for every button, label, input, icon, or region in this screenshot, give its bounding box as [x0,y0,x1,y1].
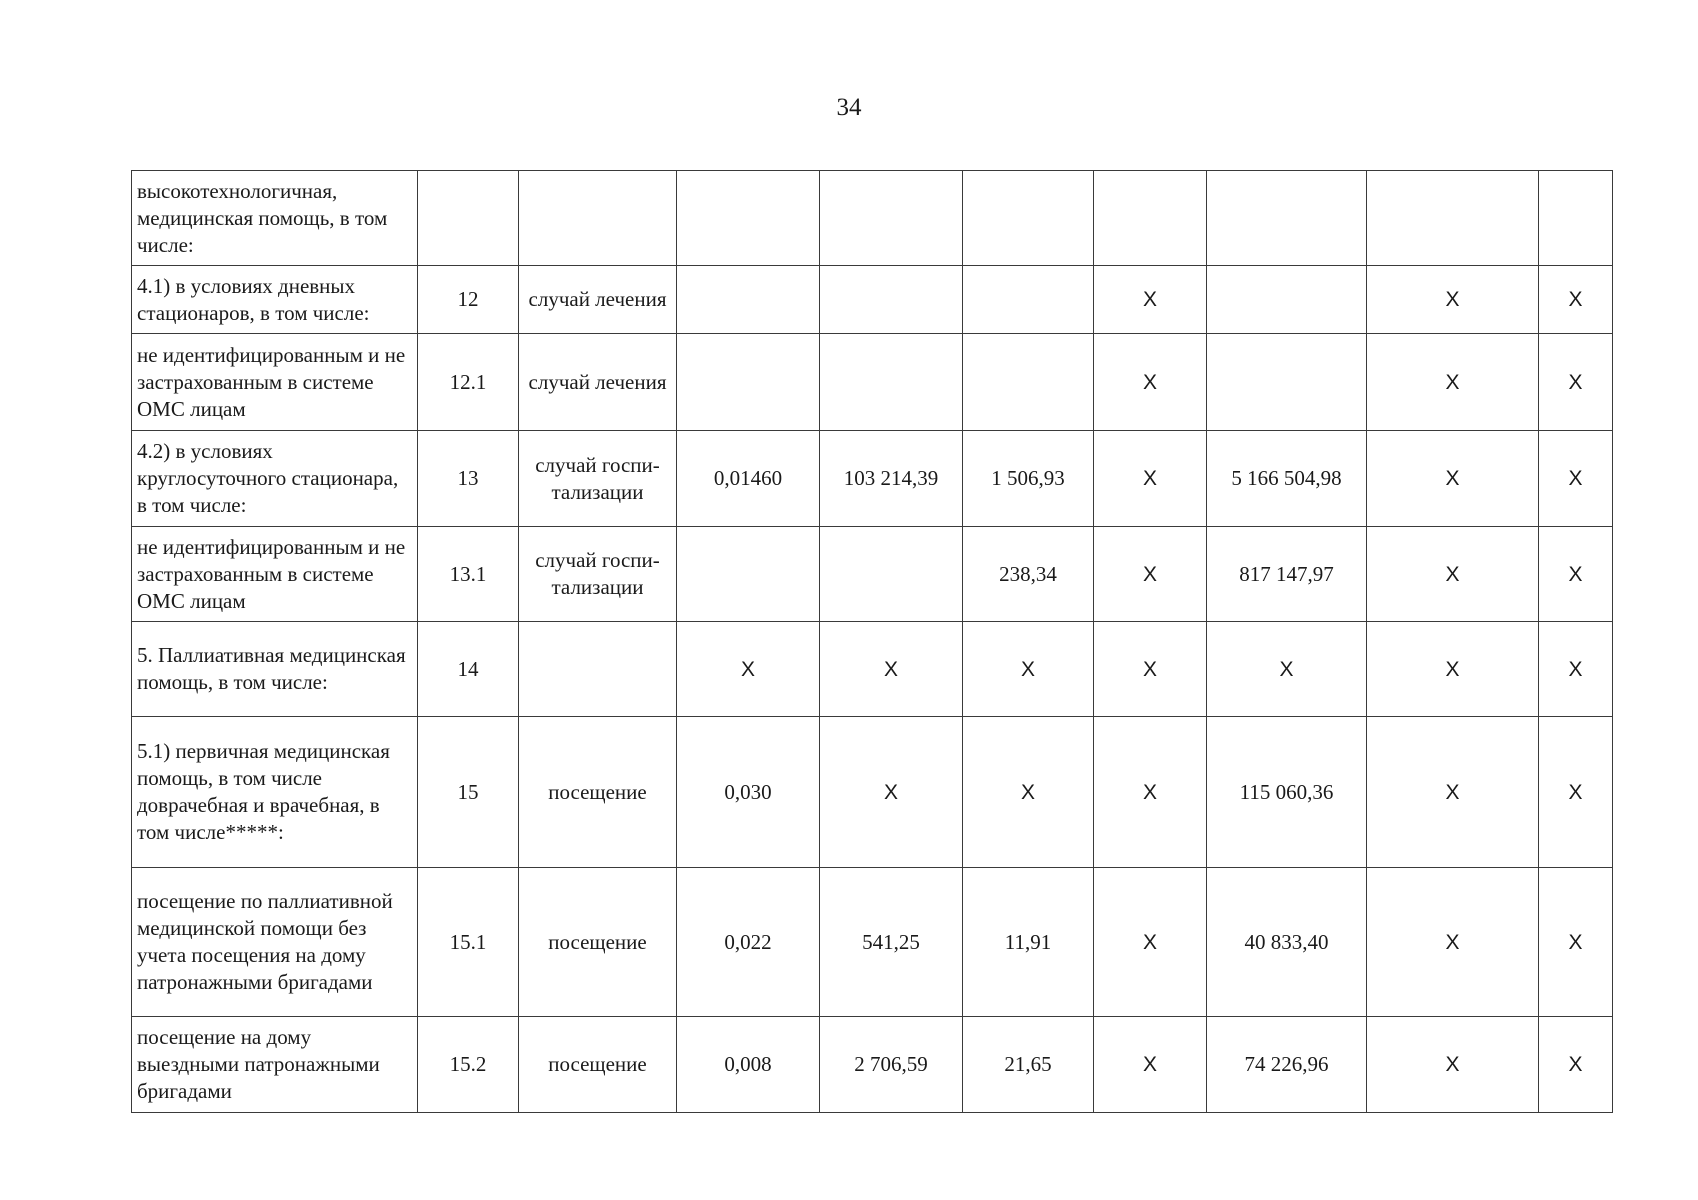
value-cell: 0,01460 [677,431,820,527]
value-cell [1207,266,1367,334]
line-number-cell: 12 [418,266,519,334]
row-name-cell: 4.2) в условиях круглосуточного стационара, в том числе: [132,431,418,527]
table-row [132,431,1613,527]
value-cell: X [963,622,1094,717]
value-cell: 0,008 [677,1017,820,1113]
unit-cell [519,622,677,717]
page-number: 34 [836,94,862,121]
value-cell: X [1094,622,1207,717]
value-cell: X [1539,622,1613,717]
value-cell: X [1367,868,1539,1017]
value-cell [677,527,820,622]
value-cell: X [1539,527,1613,622]
value-cell [1207,334,1367,431]
value-cell: 74 226,96 [1207,1017,1367,1113]
row-name-cell: 5. Паллиативная медицинская помощь, в том числе: [132,622,418,717]
unit-cell: случай лечения [519,266,677,334]
value-cell: X [1367,266,1539,334]
unit-cell: случай лечения [519,334,677,431]
value-cell [677,334,820,431]
value-cell [677,266,820,334]
unit-cell: случай госпи-тализации [519,527,677,622]
value-cell: X [1094,266,1207,334]
value-cell: X [1094,527,1207,622]
value-cell [820,171,963,266]
value-cell [1094,171,1207,266]
value-cell: X [963,717,1094,868]
table-row [132,527,1613,622]
value-cell: X [1367,527,1539,622]
unit-cell: посещение [519,868,677,1017]
value-cell: X [1094,717,1207,868]
value-cell: X [677,622,820,717]
value-cell: 238,34 [963,527,1094,622]
value-cell: 115 060,36 [1207,717,1367,868]
line-number-cell: 14 [418,622,519,717]
value-cell: X [1367,1017,1539,1113]
table-row [132,266,1613,334]
table-row [132,171,1613,266]
line-number-cell [418,171,519,266]
value-cell [1539,171,1613,266]
line-number-cell: 15.1 [418,868,519,1017]
value-cell: 5 166 504,98 [1207,431,1367,527]
value-cell: X [820,622,963,717]
value-cell [963,171,1094,266]
value-cell: 2 706,59 [820,1017,963,1113]
value-cell: 103 214,39 [820,431,963,527]
table-row [132,622,1613,717]
value-cell: X [1539,717,1613,868]
row-name-cell: посещение на дому выездными патронажными бригадами [132,1017,418,1113]
value-cell: X [1539,431,1613,527]
data-table [131,170,1613,1113]
value-cell [820,527,963,622]
value-cell: X [1094,868,1207,1017]
line-number-cell: 12.1 [418,334,519,431]
row-name-cell: высокотехнологичная, медицинская помощь, в том числе: [132,171,418,266]
value-cell [1367,171,1539,266]
value-cell: X [1094,334,1207,431]
value-cell: X [1367,334,1539,431]
table-row [132,1017,1613,1113]
line-number-cell: 13 [418,431,519,527]
value-cell: X [1207,622,1367,717]
value-cell [963,334,1094,431]
value-cell: X [1539,266,1613,334]
value-cell [677,171,820,266]
line-number-cell: 15 [418,717,519,868]
value-cell: X [1539,868,1613,1017]
line-number-cell: 15.2 [418,1017,519,1113]
unit-cell: посещение [519,717,677,868]
value-cell: 0,022 [677,868,820,1017]
value-cell: X [1367,431,1539,527]
value-cell: 21,65 [963,1017,1094,1113]
value-cell [963,266,1094,334]
unit-cell: посещение [519,1017,677,1113]
row-name-cell: 5.1) первичная медицинская помощь, в том числе доврачебная и врачебная, в том числе*****: [132,717,418,868]
value-cell: X [1094,431,1207,527]
line-number-cell: 13.1 [418,527,519,622]
value-cell: 40 833,40 [1207,868,1367,1017]
value-cell: X [1539,334,1613,431]
unit-cell: случай госпи-тализации [519,431,677,527]
value-cell [820,266,963,334]
value-cell [820,334,963,431]
value-cell: 541,25 [820,868,963,1017]
value-cell: X [1094,1017,1207,1113]
value-cell: 1 506,93 [963,431,1094,527]
table-row [132,717,1613,868]
row-name-cell: посещение по паллиативной медицинской помощи без учета посещения на дому патронажными бригадами [132,868,418,1017]
value-cell: X [820,717,963,868]
value-cell: 817 147,97 [1207,527,1367,622]
row-name-cell: не идентифицированным и не застрахованным в системе ОМС лицам [132,527,418,622]
row-name-cell: не идентифицированным и не застрахованным в системе ОМС лицам [132,334,418,431]
table-row [132,868,1613,1017]
value-cell: X [1367,622,1539,717]
value-cell [1207,171,1367,266]
value-cell: 11,91 [963,868,1094,1017]
value-cell: X [1367,717,1539,868]
row-name-cell: 4.1) в условиях дневных стационаров, в том числе: [132,266,418,334]
value-cell: X [1539,1017,1613,1113]
table-row [132,334,1613,431]
unit-cell [519,171,677,266]
value-cell: 0,030 [677,717,820,868]
